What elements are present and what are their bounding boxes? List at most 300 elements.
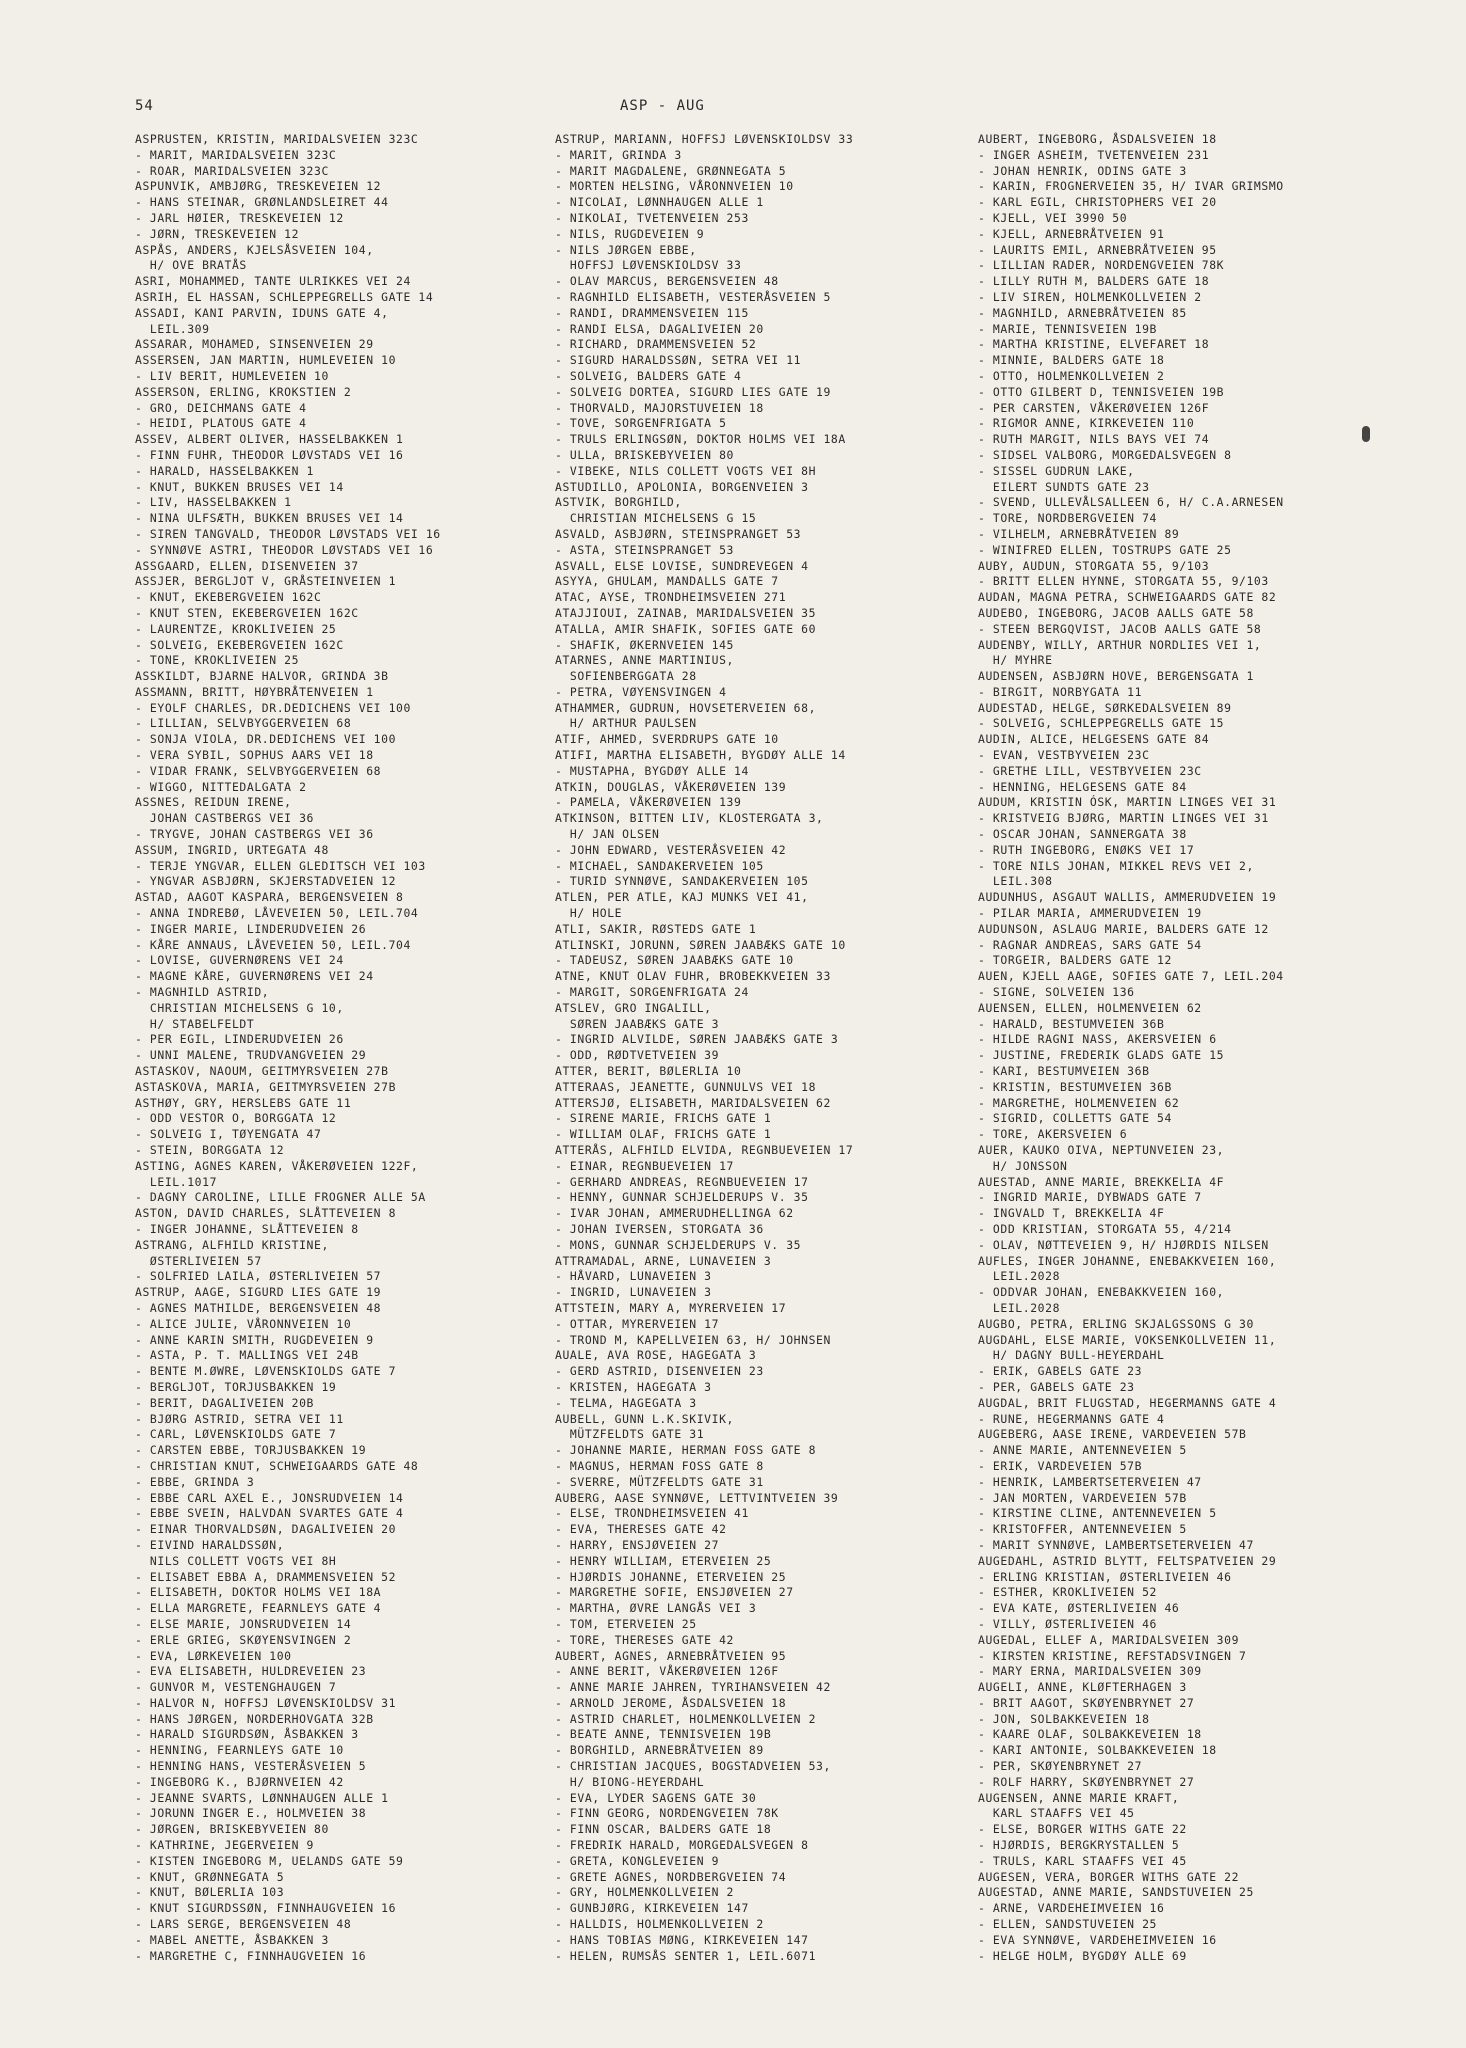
directory-entry: - STEIN, BORGGATA 12 <box>135 1143 285 1157</box>
directory-entry: - MARY ERNA, MARIDALSVEIEN 309 <box>978 1664 1202 1679</box>
directory-entry: - SIGNE, SOLVEIEN 136 <box>978 985 1135 1000</box>
directory-entry: - BIRGIT, NORBYGATA 11 <box>978 684 1143 699</box>
directory-entry: AUBY, AUDUN, STORGATA 55, 9/103 <box>978 558 1210 573</box>
directory-entry: AUGEDAHL, ASTRID BLYTT, FELTSPATVEIEN 29 <box>978 1553 1277 1568</box>
directory-entry: CHRISTIAN MICHELSENS G 10, <box>135 1000 344 1015</box>
directory-entry: - STEEN BERGQVIST, JACOB AALLS GATE 58 <box>978 621 1262 636</box>
directory-entry: H/ BIONG-HEYERDAHL <box>555 1774 705 1789</box>
directory-entry: ATKINSON, BITTEN LIV, KLOSTERGATA 3, <box>555 811 824 826</box>
directory-entry: - BERGLJOT, TORJUSBAKKEN 19 <box>135 1379 337 1394</box>
directory-entry: - JORUNN INGER E., HOLMVEIEN 38 <box>135 1806 367 1821</box>
directory-entry: - THORVALD, MAJORSTUVEIEN 18 <box>555 400 764 415</box>
directory-entry: - SOLVEIG DORTEA, SIGURD LIES GATE 19 <box>555 384 831 399</box>
directory-entry: - KARI, BESTUMVEIEN 36B <box>978 1064 1150 1079</box>
directory-entry: - ELISABETH, DOKTOR HOLMS VEI 18A <box>135 1585 382 1600</box>
directory-entry: - ODD KRISTIAN, STORGATA 55, 4/214 <box>978 1221 1232 1236</box>
directory-entry: AUBERG, AASE SYNNØVE, LETTVINTVEIEN 39 <box>555 1490 839 1505</box>
directory-column-3 <box>978 132 1398 1964</box>
directory-entry: AUDIN, ALICE, HELGESENS GATE 84 <box>978 732 1210 747</box>
directory-entry: H/ STABELFELDT <box>135 1016 255 1031</box>
directory-entry: ASSEV, ALBERT OLIVER, HASSELBAKKEN 1 <box>135 432 404 447</box>
directory-entry: LEIL.308 <box>978 874 1053 889</box>
directory-entry: - HARALD, HASSELBAKKEN 1 <box>135 463 314 478</box>
directory-entry: SOFIENBERGGATA 28 <box>555 669 697 684</box>
directory-entry: - HANS TOBIAS MØNG, KIRKEVEIEN 147 <box>555 1932 809 1947</box>
directory-entry: AUGESTAD, ANNE MARIE, SANDSTUVEIEN 25 <box>978 1885 1254 1900</box>
directory-entry: ASSUM, INGRID, URTEGATA 48 <box>135 842 329 857</box>
directory-entry: ASSGAARD, ELLEN, DISENVEIEN 37 <box>135 558 359 573</box>
directory-entry: - ELLEN, SANDSTUVEIEN 25 <box>978 1917 1157 1932</box>
directory-entry: - BERIT, DAGALIVEIEN 20B <box>135 1395 314 1410</box>
directory-entry: - ANNE MARIE, ANTENNEVEIEN 5 <box>978 1443 1187 1458</box>
directory-entry: ATSLEV, GRO INGALILL, <box>555 1000 712 1015</box>
directory-entry: - SVEND, ULLEVÅLSALLEEN 6, H/ C.A.ARNESEN <box>978 495 1284 510</box>
directory-entry: ASSMANN, BRITT, HØYBRÅTENVEIEN 1 <box>135 684 374 699</box>
directory-entry: - ASTA, STEINSPRANGET 53 <box>555 542 734 557</box>
directory-entry: - ASTA, P. T. MALLINGS VEI 24B <box>135 1348 359 1363</box>
directory-entry: - PILAR MARIA, AMMERUDVEIEN 19 <box>978 906 1202 921</box>
directory-entry: - HALVOR N, HOFFSJ LØVENSKIOLDSV 31 <box>135 1695 397 1710</box>
directory-entry: - INGRID ALVILDE, SØREN JAABÆKS GATE 3 <box>555 1032 839 1047</box>
directory-entry: - DAGNY CAROLINE, LILLE FROGNER ALLE 5A <box>135 1190 426 1205</box>
directory-entry: - ELSE MARIE, JONSRUDVEIEN 14 <box>135 1616 352 1631</box>
directory-entry: - ERIK, GABELS GATE 23 <box>978 1364 1143 1379</box>
directory-entry: ATALLA, AMIR SHAFIK, SOFIES GATE 60 <box>555 621 817 636</box>
directory-entry: - EINAR, REGNBUEVEIEN 17 <box>555 1158 734 1173</box>
directory-entry: LEIL.309 <box>135 321 210 336</box>
directory-entry: - HARALD, BESTUMVEIEN 36B <box>978 1016 1165 1031</box>
directory-entry: H/ OVE BRATÅS <box>135 258 247 273</box>
directory-entry: - ULLA, BRISKEBYVEIEN 80 <box>555 447 734 462</box>
directory-entry: - GERHARD ANDREAS, REGNBUEVEIEN 17 <box>555 1174 809 1189</box>
directory-entry: - HEIDI, PLATOUS GATE 4 <box>135 416 307 431</box>
directory-entry: - TERJE YNGVAR, ELLEN GLEDITSCH VEI 103 <box>135 858 426 873</box>
directory-entry: - MUSTAPHA, BYGDØY ALLE 14 <box>555 763 749 778</box>
directory-entry: - INGRID MARIE, DYBWADS GATE 7 <box>978 1190 1202 1205</box>
directory-entry: - UNNI MALENE, TRUDVANGVEIEN 29 <box>135 1048 367 1063</box>
directory-entry: - MARIT SYNNØVE, LAMBERTSETERVEIEN 47 <box>978 1537 1254 1552</box>
directory-entry: - TONE, KROKLIVEIEN 25 <box>135 653 300 668</box>
directory-entry: - YNGVAR ASBJØRN, SKJERSTADVEIEN 12 <box>135 874 397 889</box>
directory-entry: - MAGNUS, HERMAN FOSS GATE 8 <box>555 1458 764 1473</box>
directory-entry: ASRI, MOHAMMED, TANTE ULRIKKES VEI 24 <box>135 274 411 289</box>
directory-entry: - EVA SYNNØVE, VARDEHEIMVEIEN 16 <box>978 1932 1217 1947</box>
directory-entry: AUGELI, ANNE, KLØFTERHAGEN 3 <box>978 1680 1187 1695</box>
directory-entry: AUDENBY, WILLY, ARTHUR NORDLIES VEI 1, <box>978 637 1262 652</box>
directory-entry: - VILHELM, ARNEBRÅTVEIEN 89 <box>978 526 1180 541</box>
directory-entry: - HALLDIS, HOLMENKOLLVEIEN 2 <box>555 1917 764 1932</box>
directory-entry: - JØRN, TRESKEVEIEN 12 <box>135 226 300 241</box>
directory-entry: - TOM, ETERVEIEN 25 <box>555 1616 697 1631</box>
directory-entry: - KNUT, EKEBERGVEIEN 162C <box>135 590 322 605</box>
directory-entry: - MARTHA KRISTINE, ELVEFARET 18 <box>978 337 1210 352</box>
directory-entry: - MINNIE, BALDERS GATE 18 <box>978 353 1165 368</box>
directory-entry: ASSNES, REIDUN IRENE, <box>135 795 292 810</box>
directory-entry: - KATHRINE, JEGERVEIEN 9 <box>135 1838 314 1853</box>
directory-entry: - BORGHILD, ARNEBRÅTVEIEN 89 <box>555 1743 764 1758</box>
directory-entry: - MABEL ANETTE, ÅSBAKKEN 3 <box>135 1932 329 1947</box>
directory-entry: - JAN MORTEN, VARDEVEIEN 57B <box>978 1490 1187 1505</box>
directory-entry: - INGEBORG K., BJØRNVEIEN 42 <box>135 1774 344 1789</box>
directory-entry: CHRISTIAN MICHELSENS G 15 <box>555 511 757 526</box>
directory-entry: ASSJER, BERGLJOT V, GRÅSTEINVEIEN 1 <box>135 574 397 589</box>
directory-entry: ASPUNVIK, AMBJØRG, TRESKEVEIEN 12 <box>135 179 382 194</box>
directory-column-2 <box>555 132 975 1964</box>
directory-entry: - SYNNØVE ASTRI, THEODOR LØVSTADS VEI 16 <box>135 542 434 557</box>
directory-entry: - HENRY WILLIAM, ETERVEIEN 25 <box>555 1553 772 1568</box>
directory-entry: - GERD ASTRID, DISENVEIEN 23 <box>555 1364 764 1379</box>
directory-entry: - FINN GEORG, NORDENGVEIEN 78K <box>555 1806 779 1821</box>
directory-entry: ØSTERLIVEIEN 57 <box>135 1253 262 1268</box>
directory-entry: AUGEDAL, ELLEF A, MARIDALSVEIEN 309 <box>978 1632 1240 1647</box>
directory-entry: - EVA ELISABETH, HULDREVEIEN 23 <box>135 1664 367 1679</box>
directory-entry: - FINN FUHR, THEODOR LØVSTADS VEI 16 <box>135 447 404 462</box>
directory-entry: - INGVALD T, BREKKELIA 4F <box>978 1206 1165 1221</box>
directory-entry: - KJELL, ARNEBRÅTVEIEN 91 <box>978 226 1165 241</box>
directory-entry: ATARNES, ANNE MARTINIUS, <box>555 653 734 668</box>
directory-entry: - KAARE OLAF, SOLBAKKEVEIEN 18 <box>978 1727 1202 1742</box>
directory-entry: - ODD, RØDTVETVEIEN 39 <box>555 1048 720 1063</box>
directory-entry: - MICHAEL, SANDAKERVEIEN 105 <box>555 858 764 873</box>
directory-entry: - LIV, HASSELBAKKEN 1 <box>135 495 292 510</box>
directory-entry: AUBELL, GUNN L.K.SKIVIK, <box>555 1411 734 1426</box>
directory-entry: - ELISABET EBBA A, DRAMMENSVEIEN 52 <box>135 1569 397 1584</box>
directory-entry: - HELEN, RUMSÅS SENTER 1, LEIL.6071 <box>555 1948 817 1963</box>
directory-entry: ASTRUP, MARIANN, HOFFSJ LØVENSKIOLDSV 33 <box>555 132 854 146</box>
directory-entry: - JOHAN HENRIK, ODINS GATE 3 <box>978 163 1187 178</box>
directory-entry: - SOLVEIG, EKEBERGVEIEN 162C <box>135 637 344 652</box>
directory-entry: H/ JAN OLSEN <box>555 827 660 842</box>
directory-entry: AUGDAL, BRIT FLUGSTAD, HEGERMANNS GATE 4 <box>978 1395 1277 1410</box>
directory-entry: - NICOLAI, LØNNHAUGEN ALLE 1 <box>555 195 764 210</box>
directory-entry: - HANS STEINAR, GRØNLANDSLEIRET 44 <box>135 195 389 210</box>
directory-entry: - HILDE RAGNI NASS, AKERSVEIEN 6 <box>978 1032 1217 1047</box>
directory-entry: AUGENSEN, ANNE MARIE KRAFT, <box>978 1790 1180 1805</box>
directory-entry: - IVAR JOHAN, AMMERUDHELLINGA 62 <box>555 1206 794 1221</box>
directory-entry: - CARSTEN EBBE, TORJUSBAKKEN 19 <box>135 1443 367 1458</box>
directory-entry: - EVA, THERESES GATE 42 <box>555 1522 727 1537</box>
directory-entry: AUDUM, KRISTIN ÓSK, MARTIN LINGES VEI 31 <box>978 795 1277 810</box>
directory-entry: - RUNE, HEGERMANNS GATE 4 <box>978 1411 1165 1426</box>
directory-entry: ASTAD, AAGOT KASPARA, BERGENSVEIEN 8 <box>135 890 404 905</box>
directory-entry: AUFLES, INGER JOHANNE, ENEBAKKVEIEN 160, <box>978 1253 1277 1268</box>
directory-entry: - TORE, THERESES GATE 42 <box>555 1632 734 1647</box>
directory-entry: - INGER MARIE, LINDERUDVEIEN 26 <box>135 921 367 936</box>
directory-entry: - WILLIAM OLAF, FRICHS GATE 1 <box>555 1127 772 1142</box>
directory-entry: ATTERAAS, JEANETTE, GUNNULVS VEI 18 <box>555 1079 817 1094</box>
directory-entry: - KNUT STEN, EKEBERGVEIEN 162C <box>135 605 359 620</box>
directory-entry: AUGDAHL, ELSE MARIE, VOKSENKOLLVEIEN 11, <box>978 1332 1277 1347</box>
directory-entry: - HELGE HOLM, BYGDØY ALLE 69 <box>978 1948 1187 1963</box>
directory-entry: ATKIN, DOUGLAS, VÅKERØVEIEN 139 <box>555 779 787 794</box>
directory-entry: - HARRY, ENSJØVEIEN 27 <box>555 1537 720 1552</box>
directory-entry: - EVAN, VESTBYVEIEN 23C <box>978 748 1150 763</box>
directory-entry: - KRISTIN, BESTUMVEIEN 36B <box>978 1079 1172 1094</box>
directory-entry: - EINAR THORVALDSØN, DAGALIVEIEN 20 <box>135 1522 397 1537</box>
directory-entry: - EBBE CARL AXEL E., JONSRUDVEIEN 14 <box>135 1490 404 1505</box>
directory-entry: KARL STAAFFS VEI 45 <box>978 1806 1135 1821</box>
directory-entry: - ROAR, MARIDALSVEIEN 323C <box>135 163 329 178</box>
directory-entry: - MARTHA, ØVRE LANGÅS VEI 3 <box>555 1601 757 1616</box>
directory-entry: - NINA ULFSÆTH, BUKKEN BRUSES VEI 14 <box>135 511 404 526</box>
directory-entry: - ALICE JULIE, VÅRONNVEIEN 10 <box>135 1316 352 1331</box>
directory-entry: - BRIT AAGOT, SKØYENBRYNET 27 <box>978 1695 1195 1710</box>
directory-entry: - HÅVARD, LUNAVEIEN 3 <box>555 1269 712 1284</box>
directory-entry: - GRY, HOLMENKOLLVEIEN 2 <box>555 1885 734 1900</box>
directory-entry: - JARL HØIER, TRESKEVEIEN 12 <box>135 210 344 225</box>
directory-entry: AUDESTAD, HELGE, SØRKEDALSVEIEN 89 <box>978 700 1232 715</box>
directory-entry: - INGER ASHEIM, TVETENVEIEN 231 <box>978 147 1210 162</box>
directory-entry: - HJØRDIS JOHANNE, ETERVEIEN 25 <box>555 1569 787 1584</box>
directory-entry: H/ DAGNY BULL-HEYERDAHL <box>978 1348 1165 1363</box>
directory-entry: AUESTAD, ANNE MARIE, BREKKELIA 4F <box>978 1174 1225 1189</box>
directory-entry: - VIDAR FRANK, SELVBYGGERVEIEN 68 <box>135 763 382 778</box>
directory-entry: ATIFI, MARTHA ELISABETH, BYGDØY ALLE 14 <box>555 748 846 763</box>
directory-entry: - RAGNAR ANDREAS, SARS GATE 54 <box>978 937 1202 952</box>
directory-entry: ATLEN, PER ATLE, KAJ MUNKS VEI 41, <box>555 890 809 905</box>
directory-entry: ASSERSEN, JAN MARTIN, HUMLEVEIEN 10 <box>135 353 397 368</box>
directory-entry: - MAGNE KÅRE, GUVERNØRENS VEI 24 <box>135 969 374 984</box>
directory-entry: AUENSEN, ELLEN, HOLMENVEIEN 62 <box>978 1000 1202 1015</box>
directory-entry: ATAJJIOUI, ZAINAB, MARIDALSVEIEN 35 <box>555 605 817 620</box>
directory-entry: ATTRAMADAL, ARNE, LUNAVEIEN 3 <box>555 1253 772 1268</box>
directory-entry: AUALE, AVA ROSE, HAGEGATA 3 <box>555 1348 757 1363</box>
directory-entry: - INGER JOHANNE, SLÅTTEVEIEN 8 <box>135 1221 359 1236</box>
directory-entry: - TORE, AKERSVEIEN 6 <box>978 1127 1128 1142</box>
directory-entry: ASSERSON, ERLING, KROKSTIEN 2 <box>135 384 352 399</box>
directory-entry: - SOLVEIG, BALDERS GATE 4 <box>555 368 742 383</box>
directory-entry: - CHRISTIAN KNUT, SCHWEIGAARDS GATE 48 <box>135 1458 419 1473</box>
directory-entry: ASTUDILLO, APOLONIA, BORGENVEIEN 3 <box>555 479 809 494</box>
directory-entry: - FREDRIK HARALD, MORGEDALSVEGEN 8 <box>555 1838 809 1853</box>
directory-entry: ASPRUSTEN, KRISTIN, MARIDALSVEIEN 323C <box>135 132 419 146</box>
directory-entry: - RIGMOR ANNE, KIRKEVEIEN 110 <box>978 416 1195 431</box>
directory-entry: ATLI, SAKIR, RØSTEDS GATE 1 <box>555 921 757 936</box>
directory-entry: - AGNES MATHILDE, BERGENSVEIEN 48 <box>135 1300 382 1315</box>
directory-entry: ASTASKOVA, MARIA, GEITMYRSVEIEN 27B <box>135 1079 397 1094</box>
directory-entry: - NIKOLAI, TVETENVEIEN 253 <box>555 210 749 225</box>
directory-entry: - SVERRE, MÜTZFELDTS GATE 31 <box>555 1474 764 1489</box>
directory-entry: - GUNVOR M, VESTENGHAUGEN 7 <box>135 1680 337 1695</box>
directory-entry: H/ ARTHUR PAULSEN <box>555 716 697 731</box>
directory-entry: - HENNING, HELGESENS GATE 84 <box>978 779 1187 794</box>
directory-entry: - TOVE, SORGENFRIGATA 5 <box>555 416 727 431</box>
directory-entry: - KJELL, VEI 3990 50 <box>978 210 1128 225</box>
directory-entry: - MAGNHILD, ARNEBRÅTVEIEN 85 <box>978 305 1187 320</box>
directory-entry: JOHAN CASTBERGS VEI 36 <box>135 811 314 826</box>
directory-entry: ATTERSJØ, ELISABETH, MARIDALSVEIEN 62 <box>555 1095 831 1110</box>
directory-entry: - KIRSTEN KRISTINE, REFSTADSVINGEN 7 <box>978 1648 1247 1663</box>
directory-entry: - ERLING KRISTIAN, ØSTERLIVEIEN 46 <box>978 1569 1232 1584</box>
directory-entry: - ODD VESTOR O, BORGGATA 12 <box>135 1111 337 1126</box>
directory-entry: - VILLY, ØSTERLIVEIEN 46 <box>978 1616 1157 1631</box>
directory-entry: - BJØRG ASTRID, SETRA VEI 11 <box>135 1411 344 1426</box>
directory-entry: - LIV SIREN, HOLMENKOLLVEIEN 2 <box>978 289 1202 304</box>
directory-entry: - OLAV MARCUS, BERGENSVEIEN 48 <box>555 274 779 289</box>
directory-entry: AUDUNHUS, ASGAUT WALLIS, AMMERUDVEIEN 19 <box>978 890 1277 905</box>
directory-entry: - JØRGEN, BRISKEBYVEIEN 80 <box>135 1822 329 1837</box>
directory-entry: ASTON, DAVID CHARLES, SLÅTTEVEIEN 8 <box>135 1206 397 1221</box>
directory-entry: AUDENSEN, ASBJØRN HOVE, BERGENSGATA 1 <box>978 669 1254 684</box>
directory-entry: H/ MYHRE <box>978 653 1053 668</box>
directory-entry: - JOHAN IVERSEN, STORGATA 36 <box>555 1221 764 1236</box>
directory-entry: - CARL, LØVENSKIOLDS GATE 7 <box>135 1427 337 1442</box>
directory-entry: - KNUT SIGURDSSØN, FINNHAUGVEIEN 16 <box>135 1901 397 1916</box>
directory-entry: - GRETA, KONGLEVEIEN 9 <box>555 1853 720 1868</box>
directory-entry: - HJØRDIS, BERGKRYSTALLEN 5 <box>978 1838 1180 1853</box>
directory-entry: - EYOLF CHARLES, DR.DEDICHENS VEI 100 <box>135 700 411 715</box>
directory-entry: ASPÅS, ANDERS, KJELSÅSVEIEN 104, <box>135 242 374 257</box>
page-header: ASP - AUG <box>620 98 705 114</box>
directory-entry: - LAURITS EMIL, ARNEBRÅTVEIEN 95 <box>978 242 1217 257</box>
directory-entry: - BEATE ANNE, TENNISVEIEN 19B <box>555 1727 772 1742</box>
directory-entry: - PAMELA, VÅKERØVEIEN 139 <box>555 795 742 810</box>
directory-entry: - GRO, DEICHMANS GATE 4 <box>135 400 307 415</box>
directory-entry: - ELSE, BORGER WITHS GATE 22 <box>978 1822 1187 1837</box>
directory-entry: MÜTZFELDTS GATE 31 <box>555 1427 705 1442</box>
directory-entry: - RICHARD, DRAMMENSVEIEN 52 <box>555 337 757 352</box>
directory-entry: - EVA, LØRKEVEIEN 100 <box>135 1648 292 1663</box>
directory-entry: - LILLIAN, SELVBYGGERVEIEN 68 <box>135 716 352 731</box>
directory-entry: - PETRA, VØYENSVINGEN 4 <box>555 684 727 699</box>
directory-entry: - KNUT, BØLERLIA 103 <box>135 1885 285 1900</box>
directory-entry: - FINN OSCAR, BALDERS GATE 18 <box>555 1822 772 1837</box>
directory-entry: - BENTE M.ØWRE, LØVENSKIOLDS GATE 7 <box>135 1364 397 1379</box>
directory-entry: - MARGIT, SORGENFRIGATA 24 <box>555 985 749 1000</box>
directory-entry: ASRIH, EL HASSAN, SCHLEPPEGRELLS GATE 14 <box>135 289 434 304</box>
directory-entry: - OTTO, HOLMENKOLLVEIEN 2 <box>978 368 1165 383</box>
directory-entry: - EBBE SVEIN, HALVDAN SVARTES GATE 4 <box>135 1506 404 1521</box>
directory-entry: LEIL.1017 <box>135 1174 218 1189</box>
directory-entry: - INGRID, LUNAVEIEN 3 <box>555 1285 712 1300</box>
directory-entry: - ODDVAR JOHAN, ENEBAKKVEIEN 160, <box>978 1285 1225 1300</box>
directory-entry: - SIREN TANGVALD, THEODOR LØVSTADS VEI 16 <box>135 526 441 541</box>
directory-entry: - JON, SOLBAKKEVEIEN 18 <box>978 1711 1150 1726</box>
directory-entry: - JEANNE SVARTS, LØNNHAUGEN ALLE 1 <box>135 1790 389 1805</box>
directory-entry: - SOLVEIG I, TØYENGATA 47 <box>135 1127 322 1142</box>
directory-entry: - SOLVEIG, SCHLEPPEGRELLS GATE 15 <box>978 716 1225 731</box>
directory-entry: - KIRSTINE CLINE, ANTENNEVEIEN 5 <box>978 1506 1217 1521</box>
directory-entry: NILS COLLETT VOGTS VEI 8H <box>135 1553 337 1568</box>
directory-entry: SØREN JAABÆKS GATE 3 <box>555 1016 720 1031</box>
directory-entry: ASSADI, KANI PARVIN, IDUNS GATE 4, <box>135 305 389 320</box>
directory-entry: ATLINSKI, JORUNN, SØREN JAABÆKS GATE 10 <box>555 937 846 952</box>
directory-entry: - RAGNHILD ELISABETH, VESTERÅSVEIEN 5 <box>555 289 831 304</box>
directory-entry: - EVA, LYDER SAGENS GATE 30 <box>555 1790 757 1805</box>
directory-entry: - VIBEKE, NILS COLLETT VOGTS VEI 8H <box>555 463 817 478</box>
directory-entry: - ESTHER, KROKLIVEIEN 52 <box>978 1585 1157 1600</box>
directory-entry: - PER EGIL, LINDERUDVEIEN 26 <box>135 1032 344 1047</box>
directory-entry: - MARIT, MARIDALSVEIEN 323C <box>135 147 337 162</box>
directory-entry: - EVA KATE, ØSTERLIVEIEN 46 <box>978 1601 1180 1616</box>
directory-entry: ASTRUP, AAGE, SIGURD LIES GATE 19 <box>135 1285 382 1300</box>
directory-entry: - RANDI, DRAMMENSVEIEN 115 <box>555 305 749 320</box>
directory-entry: - KNUT, BUKKEN BRUSES VEI 14 <box>135 479 344 494</box>
directory-entry: ATAC, AYSE, TRONDHEIMSVEIEN 271 <box>555 590 787 605</box>
directory-entry: ASTRANG, ALFHILD KRISTINE, <box>135 1237 329 1252</box>
directory-entry: - KARL EGIL, CHRISTOPHERS VEI 20 <box>978 195 1217 210</box>
directory-entry: ATTERÅS, ALFHILD ELVIDA, REGNBUEVEIEN 17 <box>555 1143 854 1157</box>
directory-entry: - KISTEN INGEBORG M, UELANDS GATE 59 <box>135 1853 404 1868</box>
directory-entry: ATTER, BERIT, BØLERLIA 10 <box>555 1064 742 1079</box>
directory-entry: - JUSTINE, FREDERIK GLADS GATE 15 <box>978 1048 1225 1063</box>
directory-entry: - KNUT, GRØNNEGATA 5 <box>135 1869 285 1884</box>
directory-entry: - GUNBJØRG, KIRKEVEIEN 147 <box>555 1901 749 1916</box>
directory-entry: - CHRISTIAN JACQUES, BOGSTADVEIEN 53, <box>555 1759 831 1774</box>
directory-entry: - HENNY, GUNNAR SCHJELDERUPS V. 35 <box>555 1190 809 1205</box>
directory-entry: - RUTH INGEBORG, ENØKS VEI 17 <box>978 842 1195 857</box>
directory-entry: - LARS SERGE, BERGENSVEIEN 48 <box>135 1917 352 1932</box>
directory-entry: - KÅRE ANNAUS, LÅVEVEIEN 50, LEIL.704 <box>135 937 411 952</box>
directory-entry: - TRYGVE, JOHAN CASTBERGS VEI 36 <box>135 827 374 842</box>
directory-entry: HOFFSJ LØVENSKIOLDSV 33 <box>555 258 742 273</box>
directory-entry: - KRISTEN, HAGEGATA 3 <box>555 1379 712 1394</box>
directory-entry: - JOHANNE MARIE, HERMAN FOSS GATE 8 <box>555 1443 817 1458</box>
directory-entry: - ANNE BERIT, VÅKERØVEIEN 126F <box>555 1664 779 1679</box>
directory-entry: - ELLA MARGRETE, FEARNLEYS GATE 4 <box>135 1601 382 1616</box>
directory-entry: - HANS JØRGEN, NORDERHOVGATA 32B <box>135 1711 374 1726</box>
directory-entry: - TADEUSZ, SØREN JAABÆKS GATE 10 <box>555 953 794 968</box>
directory-entry: - TORE, NORDBERGVEIEN 74 <box>978 511 1157 526</box>
directory-entry: - SIRENE MARIE, FRICHS GATE 1 <box>555 1111 772 1126</box>
directory-entry: - SOLFRIED LAILA, ØSTERLIVEIEN 57 <box>135 1269 382 1284</box>
directory-entry: - TELMA, HAGEGATA 3 <box>555 1395 697 1410</box>
directory-entry: - TURID SYNNØVE, SANDAKERVEIEN 105 <box>555 874 809 889</box>
directory-entry: ASTASKOV, NAOUM, GEITMYRSVEIEN 27B <box>135 1064 389 1079</box>
directory-entry: - GRETHE LILL, VESTBYVEIEN 23C <box>978 763 1202 778</box>
directory-entry: - TORE NILS JOHAN, MIKKEL REVS VEI 2, <box>978 858 1254 873</box>
directory-entry: - LILLIAN RADER, NORDENGVEIEN 78K <box>978 258 1225 273</box>
directory-entry: AUGBO, PETRA, ERLING SKJALGSSONS G 30 <box>978 1316 1254 1331</box>
directory-entry: EILERT SUNDTS GATE 23 <box>978 479 1150 494</box>
directory-entry: - ELSE, TRONDHEIMSVEIEN 41 <box>555 1506 749 1521</box>
directory-entry: - VERA SYBIL, SOPHUS AARS VEI 18 <box>135 748 374 763</box>
directory-entry: - MARGRETHE, HOLMENVEIEN 62 <box>978 1095 1180 1110</box>
directory-entry: - OSCAR JOHAN, SANNERGATA 38 <box>978 827 1187 842</box>
directory-entry: - KARIN, FROGNERVEIEN 35, H/ IVAR GRIMSMO <box>978 179 1284 194</box>
directory-entry: ASSARAR, MOHAMED, SINSENVEIEN 29 <box>135 337 374 352</box>
directory-entry: - MORTEN HELSING, VÅRONNVEIEN 10 <box>555 179 794 194</box>
directory-entry: AUBERT, INGEBORG, ÅSDALSVEIEN 18 <box>978 132 1217 146</box>
directory-entry: - NILS, RUGDEVEIEN 9 <box>555 226 705 241</box>
directory-entry: ASYYA, GHULAM, MANDALLS GATE 7 <box>555 574 779 589</box>
directory-entry: - ARNE, VARDEHEIMVEIEN 16 <box>978 1901 1165 1916</box>
directory-entry: AUGEBERG, AASE IRENE, VARDEVEIEN 57B <box>978 1427 1247 1442</box>
directory-entry: - MARIT MAGDALENE, GRØNNEGATA 5 <box>555 163 787 178</box>
directory-entry: ASTHØY, GRY, HERSLEBS GATE 11 <box>135 1095 352 1110</box>
directory-entry: - SIDSEL VALBORG, MORGEDALSVEGEN 8 <box>978 447 1232 462</box>
directory-entry: - PER, GABELS GATE 23 <box>978 1379 1135 1394</box>
directory-column-1 <box>135 132 555 1964</box>
directory-entry: - MARGRETHE C, FINNHAUGVEIEN 16 <box>135 1948 367 1963</box>
directory-entry: - RUTH MARGIT, NILS BAYS VEI 74 <box>978 432 1210 447</box>
directory-entry: - TORGEIR, BALDERS GATE 12 <box>978 953 1172 968</box>
directory-entry: ASVALL, ELSE LOVISE, SUNDREVEGEN 4 <box>555 558 809 573</box>
directory-entry: - EIVIND HARALDSSØN, <box>135 1537 285 1552</box>
directory-entry: - OTTO GILBERT D, TENNISVEIEN 19B <box>978 384 1225 399</box>
directory-entry: ATIF, AHMED, SVERDRUPS GATE 10 <box>555 732 779 747</box>
directory-entry: - LOVISE, GUVERNØRENS VEI 24 <box>135 953 344 968</box>
directory-entry: - ERIK, VARDEVEIEN 57B <box>978 1458 1143 1473</box>
directory-entry: - SONJA VIOLA, DR.DEDICHENS VEI 100 <box>135 732 397 747</box>
directory-entry: - ANNE MARIE JAHREN, TYRIHANSVEIEN 42 <box>555 1680 831 1695</box>
directory-entry: - JOHN EDWARD, VESTERÅSVEIEN 42 <box>555 842 787 857</box>
directory-entry: AUDAN, MAGNA PETRA, SCHWEIGAARDS GATE 82 <box>978 590 1277 605</box>
directory-entry: - ANNA INDREBØ, LÅVEVEIEN 50, LEIL.704 <box>135 906 419 921</box>
ink-mark <box>1362 426 1370 442</box>
directory-entry: - LILLY RUTH M, BALDERS GATE 18 <box>978 274 1210 289</box>
directory-entry: AUGESEN, VERA, BORGER WITHS GATE 22 <box>978 1869 1240 1884</box>
